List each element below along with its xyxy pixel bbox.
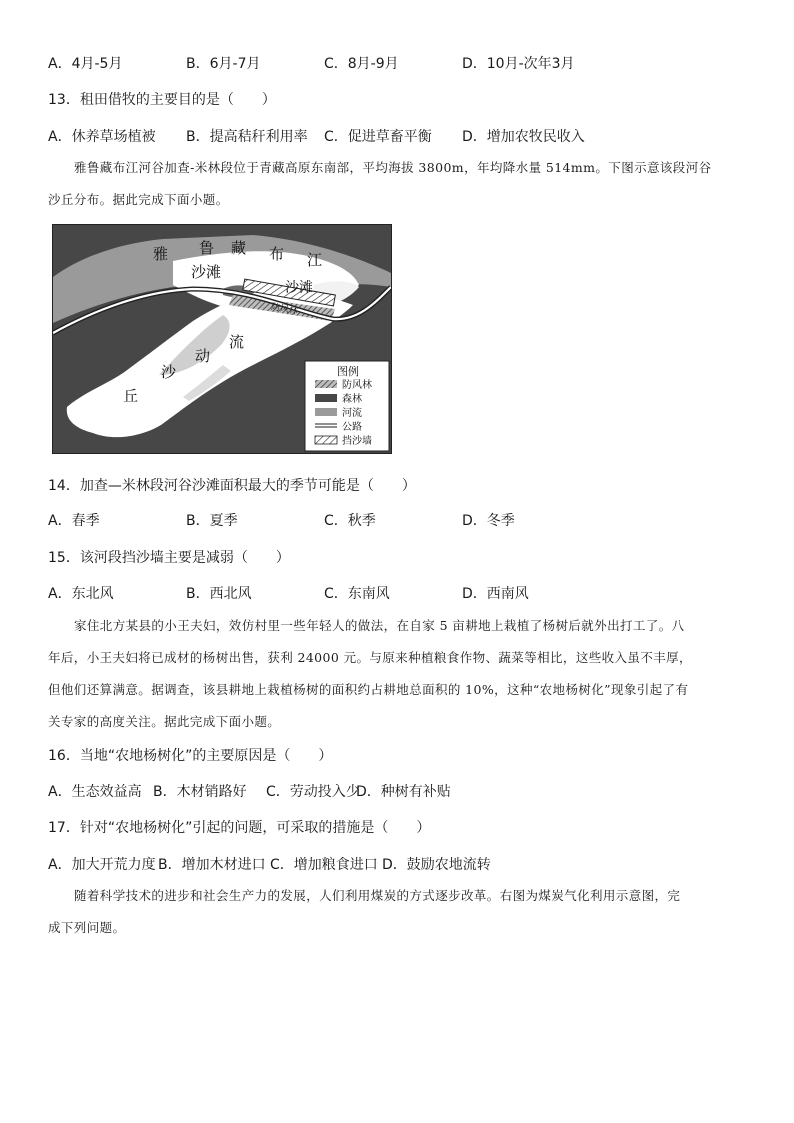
q13-stem: 13．租田借牧的主要目的是（ ） [48,92,276,108]
q15-option-a: A．东北风 [48,586,114,602]
legend-wall-label: 挡沙墙 [342,436,372,447]
river-label-char-3: 藏 [231,239,247,257]
legend-wall-swatch [315,436,337,444]
dune-label-char-4: 丘 [123,387,139,405]
passage-poplar [48,610,748,738]
legend-forest-label: 森林 [342,394,362,405]
q14-option-d: D．冬季 [462,513,515,529]
q12-option-c: C．8月-9月 [324,56,399,72]
river-label-char-4: 布 [269,245,285,263]
windbreak-label: 防风林 [270,302,299,317]
q13-option-b: B．提高秸秆利用率 [186,129,308,145]
q13-option-c: C．促进草畜平衡 [324,129,432,145]
q14-option-b: B．夏季 [186,513,238,529]
q15-option-d: D．西南风 [462,586,529,602]
river-label-char-5: 江 [307,251,323,269]
passage-valley [48,152,748,216]
q12-option-b: B．6月-7月 [186,56,261,72]
legend-river-swatch [315,408,337,416]
legend-windbreak-swatch [315,380,337,388]
q17-stem: 17．针对“农地杨树化”引起的问题，可采取的措施是（ ） [48,820,431,836]
q16-option-c: C．劳动投入少 [266,784,360,800]
q13-option-d: D．增加农牧民收入 [462,129,585,145]
passage-coal-line2: 成下列问题。 [48,920,126,935]
dune-label-char-2: 动 [195,347,211,365]
valley-dune-map [52,224,392,454]
q12-option-d: D．10月-次年3月 [462,56,575,72]
sandbar-label-left: 沙滩 [191,263,222,281]
q16-option-d: D．种树有补贴 [356,784,451,800]
valley-dune-map-svg [53,225,391,453]
passage-coal-line1: 随着科学技术的进步和社会生产力的发展，人们利用煤炭的方式逐步改革。右图为煤炭气化利用示意图，完 [74,888,681,903]
passage-poplar-line1: 家住北方某县的小王夫妇，效仿村里一些年轻人的做法，在自家 5 亩耕地上栽植了杨树后就外出打工了。八 [74,618,685,633]
legend-title: 图例 [337,365,359,378]
q16-option-a: A．生态效益高 [48,784,142,800]
passage-valley-line2: 沙丘分布。据此完成下面小题。 [48,192,229,207]
river-label-char-1: 雅 [153,245,169,263]
sandbar-label-right: 沙滩 [285,280,313,296]
legend-road-label: 公路 [342,422,362,433]
q17-option-d: D．鼓励农地流转 [382,857,491,873]
q15-option-b: B．西北风 [186,586,252,602]
q16-option-b: B．木材销路好 [153,784,247,800]
q13-option-a: A．休养草场植被 [48,129,156,145]
legend-windbreak-label: 防风林 [342,380,372,391]
legend-forest-swatch [315,394,337,402]
passage-poplar-line3: 但他们还算满意。据调查，该县耕地上栽植杨树的面积约占耕地总面积的 10%，这种“农地杨树化”现象引起了有 [48,682,689,697]
passage-poplar-line2: 年后，小王夫妇将已成材的杨树出售，获利 24000 元。与原来种植粮食作物、蔬菜等相比，这些收入虽不丰厚， [48,650,692,665]
q14-option-c: C．秋季 [324,513,376,529]
q15-option-c: C．东南风 [324,586,390,602]
passage-poplar-line4: 关专家的高度关注。据此完成下面小题。 [48,714,281,729]
q17-option-b: B．增加木材进口 [158,857,266,873]
map-legend [305,361,389,451]
q12-option-a: A．4月-5月 [48,56,123,72]
q15-stem: 15．该河段挡沙墙主要是减弱（ ） [48,550,290,566]
q14-stem: 14．加查—米林段河谷沙滩面积最大的季节可能是（ ） [48,478,416,494]
legend-river-label: 河流 [342,408,362,419]
river-label-char-2: 鲁 [199,239,215,257]
dune-label-char-1: 流 [229,333,245,351]
q17-option-c: C．增加粮食进口 [270,857,378,873]
passage-coal [48,880,748,944]
q16-stem: 16．当地“农地杨树化”的主要原因是（ ） [48,748,333,764]
q17-option-a: A．加大开荒力度 [48,857,156,873]
q14-option-a: A．春季 [48,513,100,529]
passage-valley-line1: 雅鲁藏布江河谷加查-米林段位于青藏高原东南部，平均海拔 3800m，年均降水量 514mm。下图示意该段河谷 [74,160,712,175]
dune-label-char-3: 沙 [161,363,177,381]
